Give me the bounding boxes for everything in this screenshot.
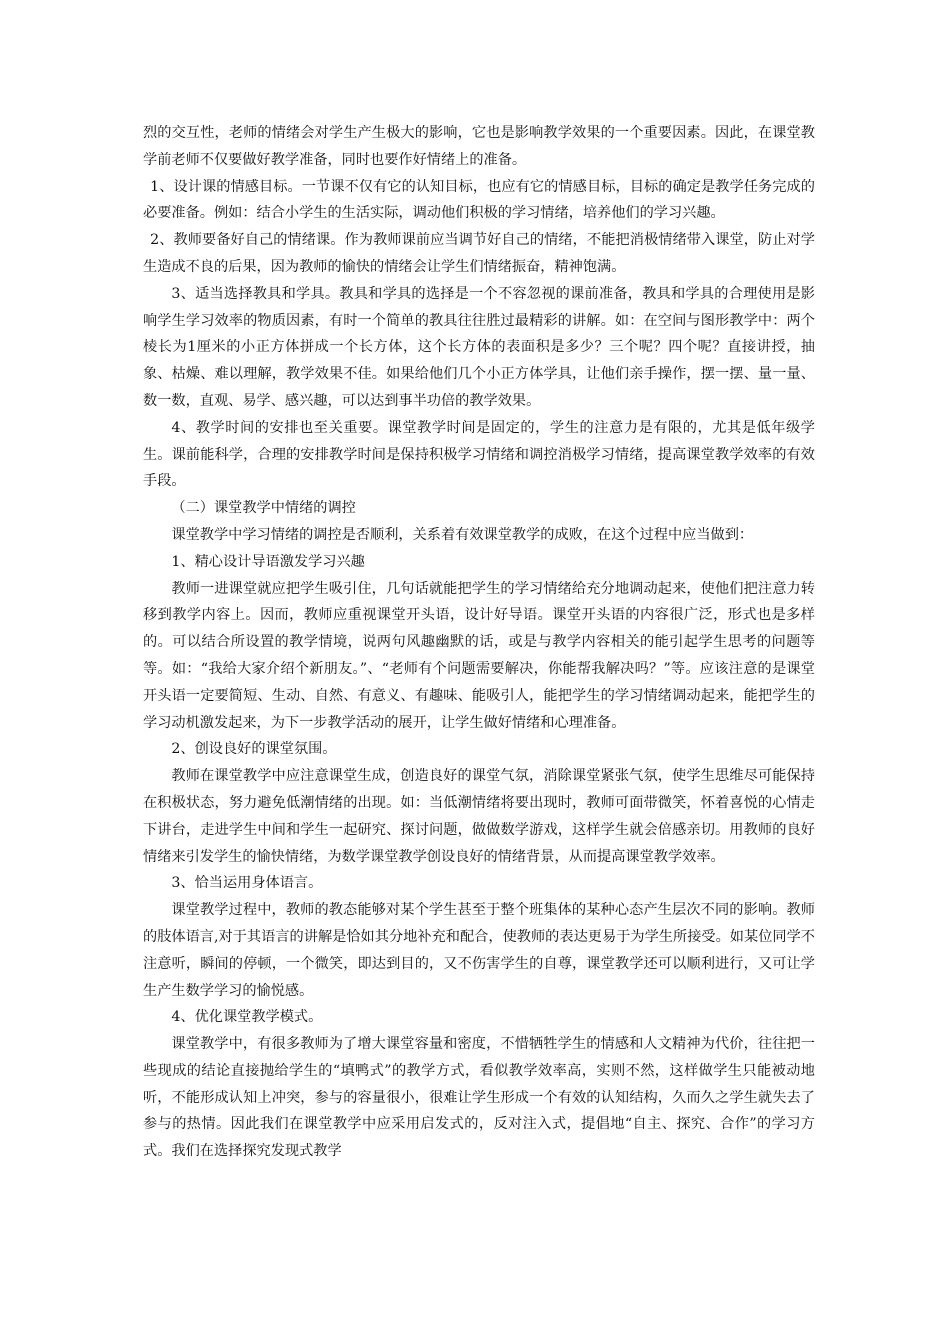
paragraph-teaching-aids: 3、适当选择教具和学具。教具和学具的选择是一个不容忽视的课前准备，教具和学具的合理使用是影响学生学习效率的物质因素，有时一个简单的教具往往胜过最精彩的讲解。如：在空间与图形教学中：两个棱长为1厘米的小正方体拼成一个长方体，这个长方体的表面积是多少？三个呢？四个呢？直接讲授，抽象、枯燥、难以理解，教学效果不佳。如果给他们几个小正方体学具，让他们亲手操作，摆一摆、量一量、数一数，直观、易学、感兴趣，可以达到事半功倍的教学效果。 (143, 285, 815, 409)
paragraph-emotion-goal: 1、设计课的情感目标。一节课不仅有它的认知目标，也应有它的情感目标，目标的确定是教学任务完成的必要准备。例如：结合小学生的生活实际，调动他们积极的学习情绪，培养他们的学习兴趣。 (143, 178, 815, 222)
document-page (143, 120, 815, 1165)
paragraph-classroom-atmosphere: 教师在课堂教学中应注意课堂生成，创造良好的课堂气氛，消除课堂紧张气氛，使学生思维尽可能保持在积极状态，努力避免低潮情绪的出现。如：当低潮情绪将要出现时，教师可面带微笑，怀着喜悦的心情走下讲台，走进学生中间和学生一起研究、探讨问题，做做数学游戏，这样学生就会倍感亲切。用教师的良好情绪来引发学生的愉快情绪，为数学课堂教学创设良好的情绪背景，从而提高课堂教学效率。 (143, 768, 815, 865)
paragraph-intro-continuation: 烈的交互性，老师的情绪会对学生产生极大的影响，它也是影响教学效果的一个重要因素。因此，在课堂教学前老师不仅要做好教学准备，同时也要作好情绪上的准备。 (143, 125, 815, 168)
paragraph-time-arrangement: 4、教学时间的安排也至关重要。课堂教学时间是固定的，学生的注意力是有限的，尤其是低年级学生。课前能科学，合理的安排教学时间是保持积极学习情绪和调控消极学习情绪，提高课堂教学效率的有效手段。 (143, 419, 815, 490)
subheading-lead-in-design: 1、精心设计导语激发学习兴趣 (171, 553, 365, 570)
paragraph-body-language: 课堂教学过程中，教师的教态能够对某个学生甚至于整个班集体的某种心态产生层次不同的影响。教师的肢体语言,对于其语言的讲解是恰如其分地补充和配合，使教师的表达更易于为学生所接受。如某位同学不注意听，瞬间的停顿，一个微笑，即达到目的，又不伤害学生的自尊，课堂教学还可以顺利进行，又可让学生产生数学学习的愉悦感。 (143, 902, 815, 999)
paragraph-lead-in-design: 教师一进课堂就应把学生吸引住，几句话就能把学生的学习情绪给充分地调动起来，使他们把注意力转移到教学内容上。因而，教师应重视课堂开头语，设计好导语。课堂开头语的内容很广泛，形式也是多样的。可以结合所设置的教学情境，说两句风趣幽默的话，或是与教学内容相关的能引起学生思考的问题等等。如：“我给大家介绍个新朋友。”、“老师有个问题需要解决，你能帮我解决吗？”等。应该注意的是课堂开头语一定要简短、生动、自然、有意义、有趣味、能吸引人，能把学生的学习情绪调动起来，能把学生的学习动机激发起来，为下一步教学活动的展开，让学生做好情绪和心理准备。 (143, 580, 815, 731)
paragraph-teaching-mode: 课堂教学中，有很多教师为了增大课堂容量和密度，不惜牺牲学生的情感和人文精神为代价，往往把一些现成的结论直接抛给学生的“填鸭式”的教学方式，看似教学效率高，实则不然，这样做学生只能被动地听，不能形成认知上冲突，参与的容量很小，很难让学生形成一个有效的认知结构，久而久之学生就失去了参与的热情。因此我们在课堂教学中应采用启发式的，反对注入式，提倡地“自主、探究、合作”的学习方式。我们在选择探究发现式教学 (143, 1036, 815, 1160)
subheading-body-language: 3、恰当运用身体语言。 (171, 875, 323, 892)
paragraph-teacher-emotion: 2、教师要备好自己的情绪课。作为教师课前应当调节好自己的情绪，不能把消极情绪带入课堂，防止对学生造成不良的后果，因为教师的愉快的情绪会让学生们情绪振奋，精神饱满。 (143, 232, 815, 275)
subheading-teaching-mode: 4、优化课堂教学模式。 (171, 1009, 323, 1026)
section-heading-emotion-control: （二）课堂教学中情绪的调控 (171, 500, 356, 517)
subheading-classroom-atmosphere: 2、创设良好的课堂氛围。 (171, 741, 337, 758)
paragraph-control-intro: 课堂教学中学习情绪的调控是否顺利，关系着有效课堂教学的成败，在这个过程中应当做到： (171, 526, 754, 543)
